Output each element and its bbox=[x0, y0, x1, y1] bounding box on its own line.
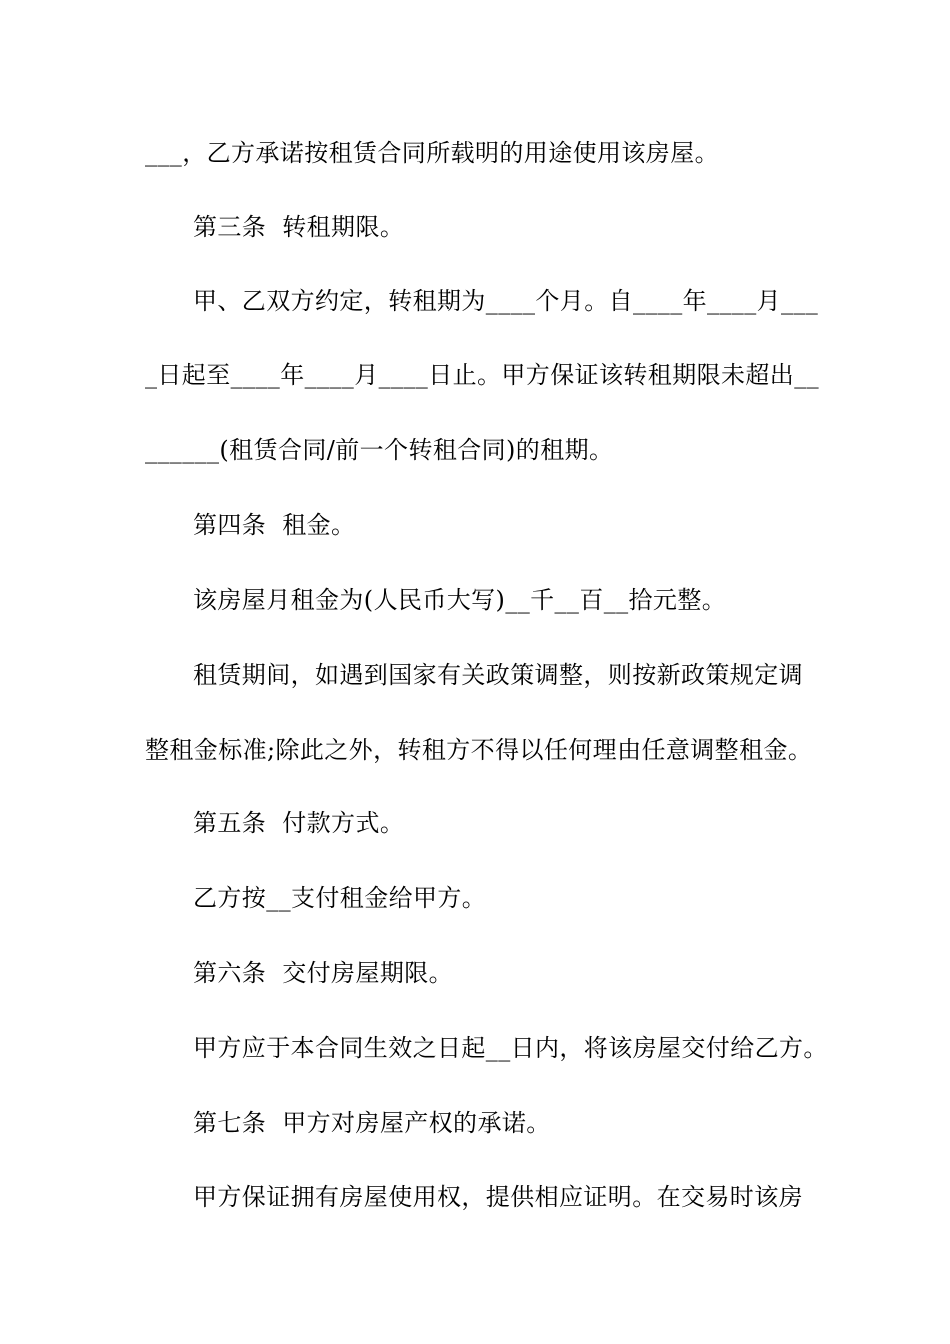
body-text-line: ______(租赁合同/前一个转租合同)的租期。 bbox=[145, 436, 614, 464]
body-text-line: 租赁期间，如遇到国家有关政策调整，则按新政策规定调 bbox=[193, 661, 803, 689]
body-text-line: 该房屋月租金为(人民币大写)__千__百__拾元整。 bbox=[193, 586, 727, 614]
article-heading: 第六条 交付房屋期限。 bbox=[193, 959, 454, 987]
body-text-line: 乙方按__支付租金给甲方。 bbox=[193, 884, 487, 912]
article-heading: 第四条 租金。 bbox=[193, 511, 356, 539]
body-text-line: _日起至____年____月____日止。甲方保证该转租期限未超出__ bbox=[145, 361, 819, 389]
body-text-line: 甲方应于本合同生效之日起__日内，将该房屋交付给乙方。 bbox=[193, 1034, 828, 1062]
article-heading: 第五条 付款方式。 bbox=[193, 809, 405, 837]
article-heading: 第三条 转租期限。 bbox=[193, 213, 405, 241]
body-text-line: 甲、乙双方约定，转租期为____个月。自____年____月___ bbox=[193, 287, 819, 315]
body-text-line: ___，乙方承诺按租赁合同所载明的用途使用该房屋。 bbox=[145, 139, 719, 167]
body-text-line: 甲方保证拥有房屋使用权，提供相应证明。在交易时该房 bbox=[193, 1183, 803, 1211]
article-heading: 第七条 甲方对房屋产权的承诺。 bbox=[193, 1109, 551, 1137]
body-text-line: 整租金标准;除此之外，转租方不得以任何理由任意调整租金。 bbox=[145, 736, 813, 764]
